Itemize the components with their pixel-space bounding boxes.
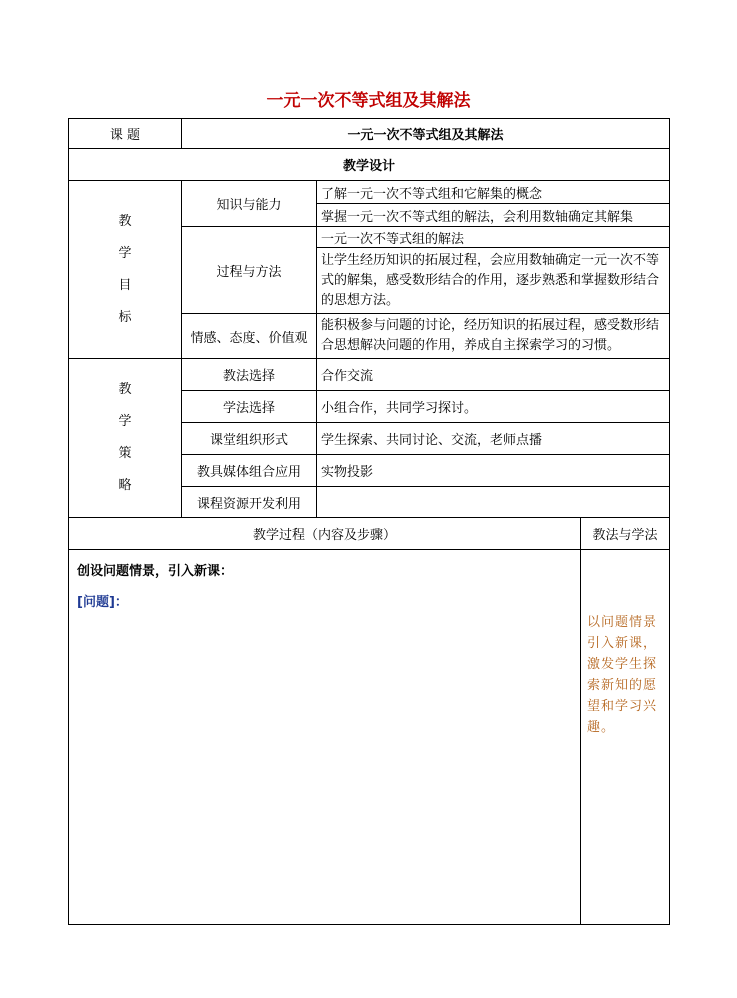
- emotion-label: 情感、态度、价值观: [182, 314, 317, 359]
- lesson-row: [69, 119, 670, 149]
- process-item-1: 一元一次不等式组的解法: [317, 227, 670, 248]
- lesson-label: 课 题: [69, 119, 182, 149]
- strategy-row-value: 合作交流: [317, 359, 670, 391]
- question-label: [问题]：: [77, 595, 128, 610]
- strategy-row-label: 课堂组织形式: [182, 423, 317, 455]
- process-label: 过程与方法: [182, 227, 317, 314]
- process-item-2: 让学生经历知识的拓展过程，会应用数轴确定一元一次不等式的解集，感受数形结合的作用，逐步熟悉和掌握数形结合的思想方法。: [317, 248, 670, 314]
- strategy-row-value: 学生探索、共同讨论、交流，老师点播: [317, 423, 670, 455]
- process-content: [69, 550, 581, 925]
- process-header-row: [69, 518, 670, 550]
- strategy-row-value: 实物投影: [317, 455, 670, 487]
- lesson-plan-table: [68, 118, 670, 925]
- strategy-row-value: 小组合作，共同学习探讨。: [317, 391, 670, 423]
- process-body-row: [69, 550, 670, 925]
- knowledge-label: 知识与能力: [182, 181, 317, 227]
- strategy-row-label: 课程资源开发利用: [182, 487, 317, 518]
- strategy-row-1: [69, 359, 670, 391]
- strategy-row-label: 学法选择: [182, 391, 317, 423]
- design-header: 教学设计: [69, 149, 670, 181]
- design-header-row: [69, 149, 670, 181]
- process-header-left: 教学过程（内容及步骤）: [69, 518, 581, 550]
- step-title: 创设问题情景，引入新课：: [77, 564, 234, 579]
- objectives-label: 教 学 目 标: [69, 181, 182, 359]
- process-header-right: 教法与学法: [581, 518, 670, 550]
- objective-knowledge-row-1: [69, 181, 670, 204]
- strategy-row-label: 教法选择: [182, 359, 317, 391]
- emotion-text: 能积极参与问题的讨论，经历知识的拓展过程，感受数形结合思想解决问题的作用，养成自主探索学习的习惯。: [317, 314, 670, 359]
- strategy-row-label: 教具媒体组合应用: [182, 455, 317, 487]
- strategy-label: 教 学 策 略: [69, 359, 182, 518]
- knowledge-item-2: 掌握一元一次不等式组的解法，会利用数轴确定其解集: [317, 204, 670, 227]
- method-note: 以问题情景引入新课，激发学生探索新知的愿望和学习兴趣。: [581, 550, 670, 925]
- knowledge-item-1: 了解一元一次不等式组和它解集的概念: [317, 181, 670, 204]
- lesson-value: 一元一次不等式组及其解法: [182, 119, 670, 149]
- document-title: 一元一次不等式组及其解法: [266, 91, 471, 111]
- strategy-row-value: [317, 487, 670, 518]
